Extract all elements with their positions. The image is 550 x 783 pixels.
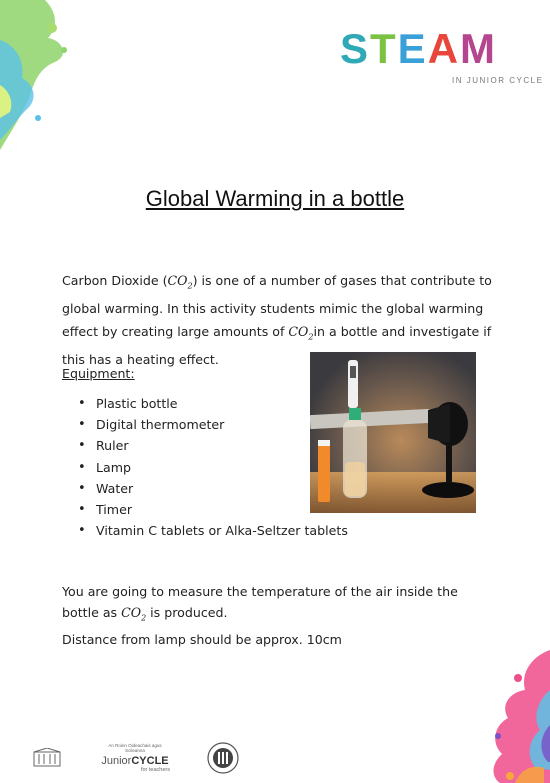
logo-letter-a: A <box>427 25 461 72</box>
paint-splash-bottom-right <box>440 630 550 783</box>
list-item: • Lamp <box>78 457 348 478</box>
steam-logo-letters <box>340 25 540 72</box>
circular-seal-logo <box>207 742 239 774</box>
co2-formula: $CO_2$ <box>288 323 314 342</box>
co2-formula: $CO_2$ <box>167 273 193 291</box>
logo-letter-s: S <box>340 25 371 72</box>
page-title: Global Warming in a bottle <box>145 186 405 211</box>
co2-formula: $CO_2$ <box>121 605 147 623</box>
steam-logo <box>340 25 544 90</box>
list-item: • Vitamin C tablets or Alka-Seltzer tablets <box>78 520 348 541</box>
logo-letter-t: T <box>370 25 398 72</box>
crest-logo <box>32 748 62 768</box>
junior-cycle-logo: An Roinn Oideachais agus Scileanna JuniorCYCLE for teachers <box>101 743 170 773</box>
experiment-photo <box>310 352 476 513</box>
list-item: • Digital thermometer <box>78 414 348 435</box>
list-item: • Plastic bottle <box>78 393 348 414</box>
logo-letter-e: E <box>397 25 428 72</box>
list-item: • Timer <box>78 499 348 520</box>
list-item: • Ruler <box>78 435 348 456</box>
intro-paragraph: Carbon Dioxide $(CO_2)$ is one of a number of gases that contribute to global warming. In this activity students mimic the global warming effect by creating large amounts of $CO_2in$ a bottle and investigate if this has a heating effect. <box>62 273 492 367</box>
measurement-paragraph: You are going to measure the temperature of the air inside the bottle as $CO_2$ is produced. <box>62 584 458 623</box>
list-item: • Water <box>78 478 348 499</box>
equipment-list <box>78 393 348 541</box>
paint-splash-top-left <box>0 0 80 160</box>
distance-paragraph: Distance from lamp should be approx. 10cm <box>62 632 342 647</box>
logo-subtitle: IN JUNIOR CYCLE <box>452 76 544 85</box>
logo-letter-m: M <box>460 25 498 72</box>
equipment-heading: Equipment: <box>62 366 135 381</box>
